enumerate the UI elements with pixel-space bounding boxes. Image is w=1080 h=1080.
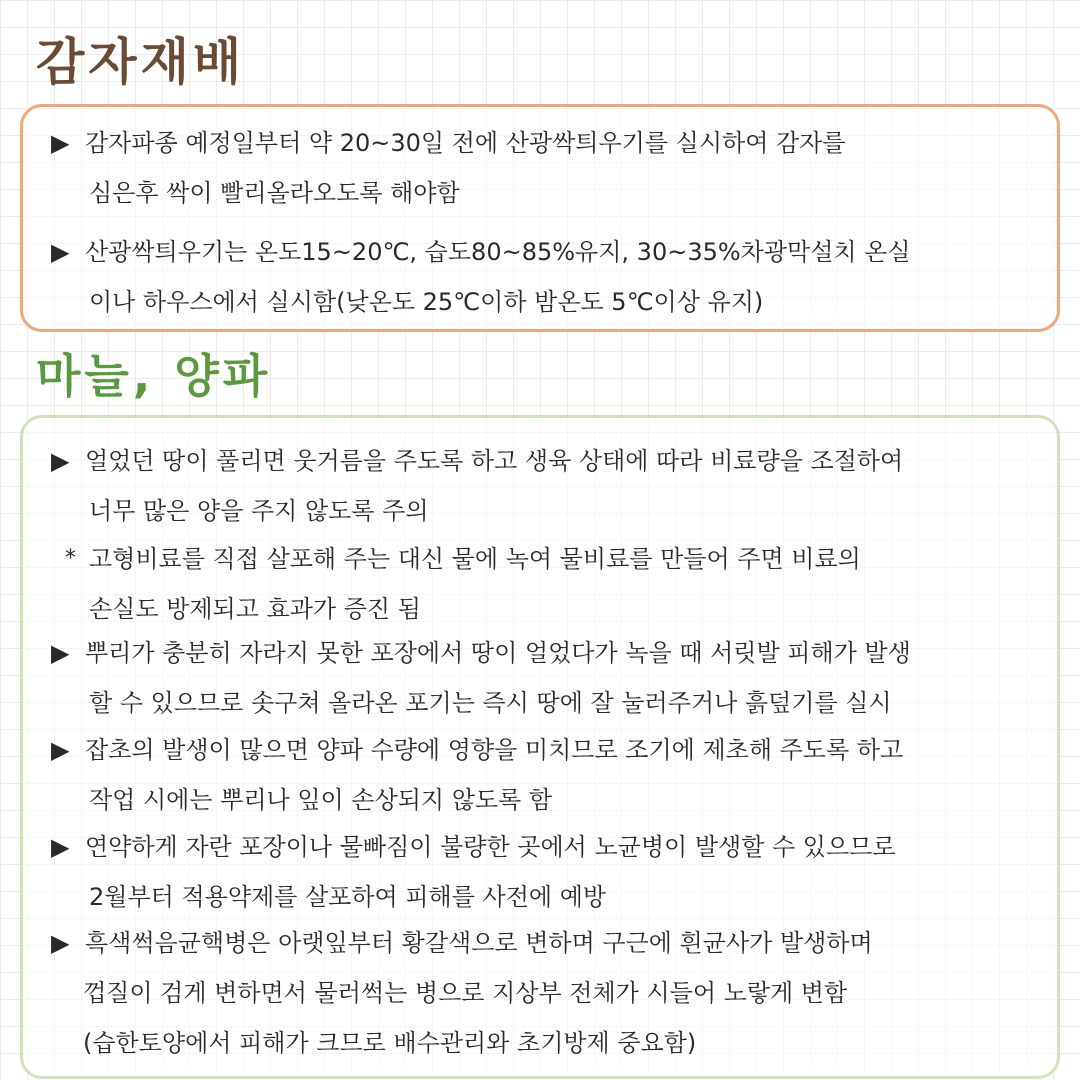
- item-text: 2월부터 적용약제를 살포하여 피해를 사전에 예방: [89, 883, 607, 911]
- item-text: 할 수 있으므로 솟구쳐 올라온 포기는 즉시 땅에 잘 눌러주거나 흙덮기를 실시: [89, 689, 892, 717]
- item-text: 흑색썩음균핵병은 아랫잎부터 황갈색으로 변하며 구근에 흰균사가 발생하며: [85, 929, 873, 957]
- item-text: 껍질이 검게 변하면서 물러썩는 병으로 지상부 전체가 시들어 노랗게 변함: [83, 979, 848, 1007]
- item-text: 잡초의 발생이 많으면 양파 수량에 영향을 미치므로 조기에 제초해 주도록 하고: [85, 736, 904, 764]
- item-text: 심은후 싹이 빨리올라오도록 해야함: [89, 179, 460, 207]
- item-text: (습한토양에서 피해가 크므로 배수관리와 초기방제 중요함): [83, 1029, 697, 1057]
- garlic-item-1: [51, 436, 1037, 536]
- garlic-item-5: [51, 918, 1037, 1068]
- bullet-triangle-icon: ▶: [51, 833, 70, 861]
- garlic-onion-section-title: 마늘, 양파: [36, 349, 272, 403]
- item-text: 뿌리가 충분히 자라지 못한 포장에서 땅이 얼었다가 녹을 때 서릿발 피해가 발생: [85, 639, 911, 667]
- bullet-triangle-icon: ▶: [51, 238, 70, 266]
- bullet-triangle-icon: ▶: [51, 736, 70, 764]
- garlic-item-2: [51, 628, 1037, 728]
- item-text: 너무 많은 양을 주지 않도록 주의: [89, 497, 429, 525]
- garlic-item-4: [51, 822, 1037, 922]
- garlic-note-1: [51, 534, 1037, 634]
- potato-item-2: [51, 227, 1037, 327]
- item-text: 산광싹틔우기는 온도15~20℃, 습도80~85%유지, 30~35%차광막설치 온실: [85, 238, 911, 266]
- item-text: 이나 하우스에서 실시함(낮온도 25℃이하 밤온도 5℃이상 유지): [89, 288, 764, 316]
- bullet-triangle-icon: ▶: [51, 929, 70, 957]
- item-text: 고형비료를 직접 살포해 주는 대신 물에 녹여 물비료를 만들어 주면 비료의: [89, 545, 861, 573]
- potato-content-box: [20, 104, 1060, 332]
- garlic-item-3: [51, 725, 1037, 825]
- item-text: 얼었던 땅이 풀리면 웃거름을 주도록 하고 생육 상태에 따라 비료량을 조절하여: [85, 447, 904, 475]
- item-text: 감자파종 예정일부터 약 20~30일 전에 산광싹틔우기를 실시하여 감자를: [85, 129, 846, 157]
- bullet-triangle-icon: ▶: [51, 639, 70, 667]
- potato-item-1: [51, 118, 1037, 218]
- item-text: 손실도 방제되고 효과가 증진 됨: [89, 595, 421, 623]
- bullet-triangle-icon: ▶: [51, 447, 70, 475]
- asterisk-icon: *: [65, 546, 76, 571]
- potato-section-title: 감자재배: [36, 33, 246, 91]
- item-text: 연약하게 자란 포장이나 물빠짐이 불량한 곳에서 노균병이 발생할 수 있으므로: [85, 833, 896, 861]
- garlic-onion-content-box: [20, 415, 1060, 1079]
- item-text: 작업 시에는 뿌리나 잎이 손상되지 않도록 함: [89, 786, 553, 814]
- bullet-triangle-icon: ▶: [51, 129, 70, 157]
